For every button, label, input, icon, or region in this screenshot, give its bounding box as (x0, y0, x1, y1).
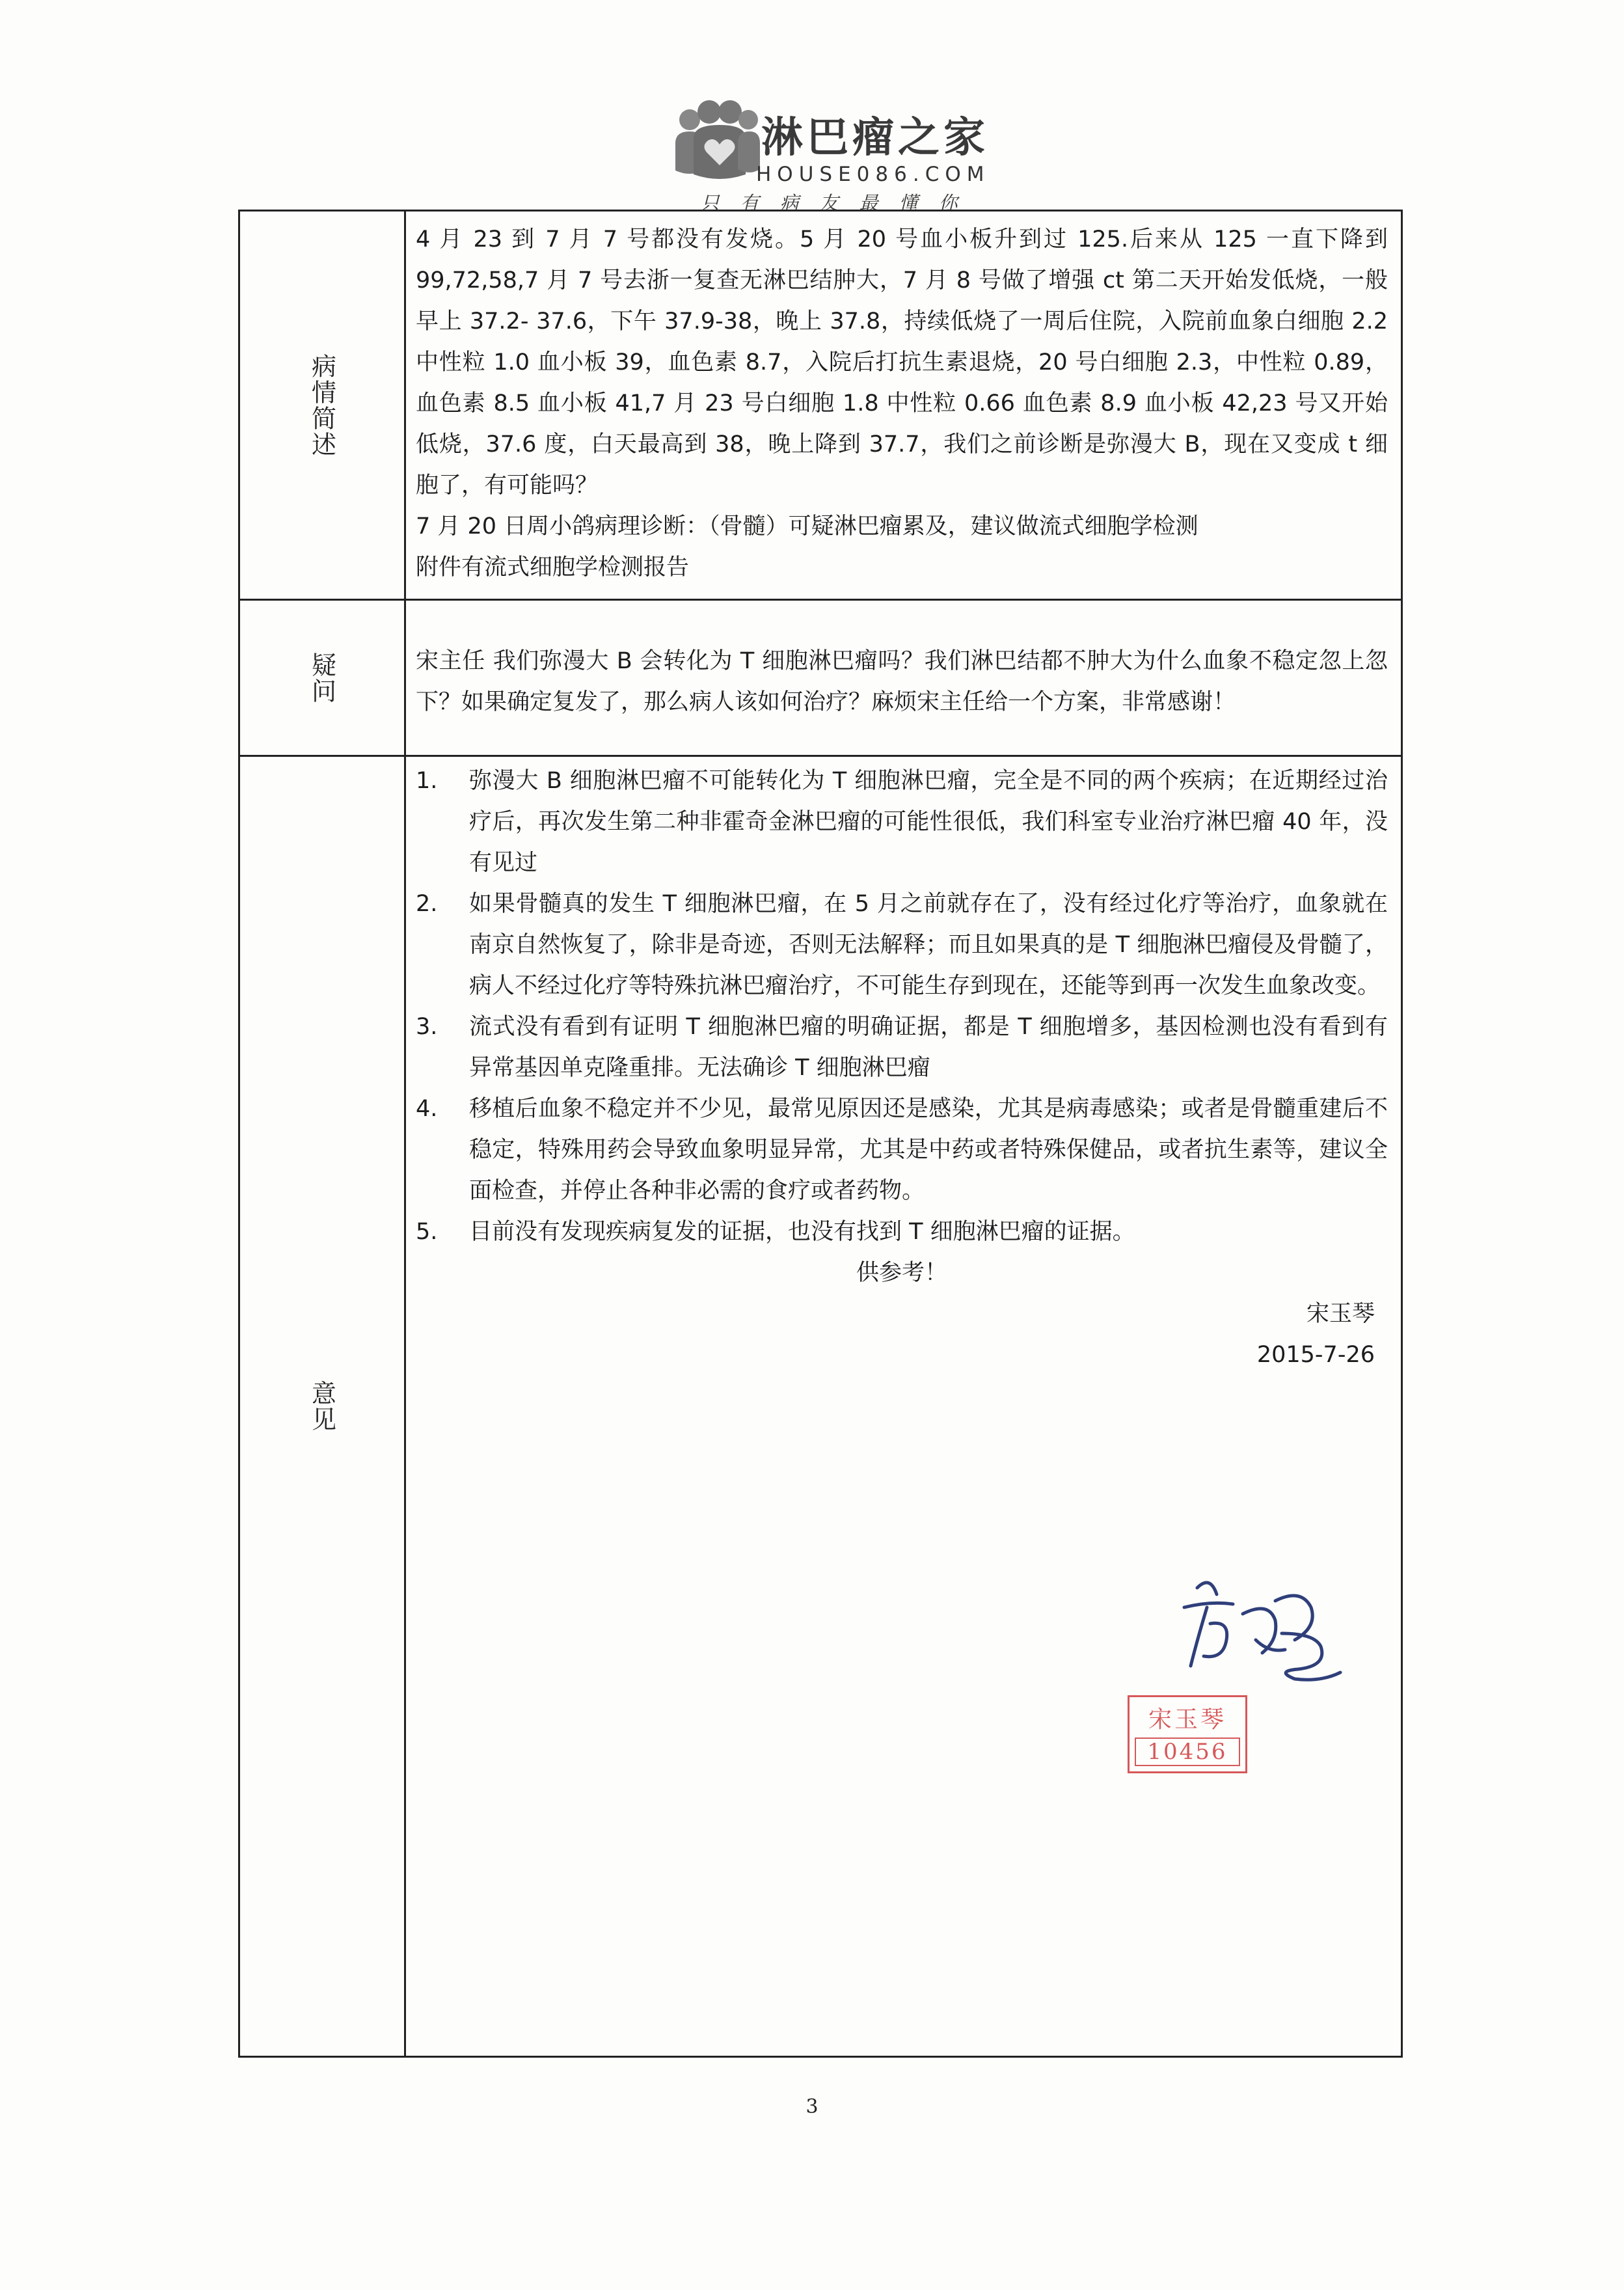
question-label: 疑问 (307, 651, 336, 704)
opinion-label-cell (240, 757, 406, 2056)
opinion-item-text: 流式没有看到有证明 T 细胞淋巴瘤的明确证据，都是 T 细胞增多，基因检测也没有看到有异常基因单克隆重排。无法确诊 T 细胞淋巴瘤 (469, 1014, 1388, 1081)
signature-date: 2015-7-26 (1256, 1342, 1375, 1368)
opinion-item (416, 1212, 1388, 1253)
opinion-label: 意见 (307, 1380, 336, 1432)
closing-remark: 供参考！ (856, 1260, 947, 1286)
signer-name: 宋玉琴 (1306, 1301, 1375, 1327)
condition-row (240, 211, 1401, 601)
opinion-list (416, 761, 1388, 1253)
question-text: 宋主任 我们弥漫大 B 会转化为 T 细胞淋巴瘤吗？我们淋巴结都不肿大为什么血象不稳定忽上忽下？如果确定复发了，那么病人该如何治疗？麻烦宋主任给一个方案，非常感谢！ (416, 648, 1388, 715)
doctor-seal (1128, 1695, 1247, 1773)
seal-name: 宋玉琴 (1148, 1706, 1226, 1733)
opinion-item-number: 3. (416, 1014, 438, 1040)
site-domain: HOUSE086.COM (756, 163, 990, 186)
opinion-content (416, 757, 1388, 2060)
opinion-item (416, 761, 1388, 884)
opinion-item-number: 2. (416, 891, 438, 917)
condition-label-cell (240, 211, 406, 599)
opinion-item-text: 目前没有发现疾病复发的证据，也没有找到 T 细胞淋巴瘤的证据。 (469, 1219, 1135, 1245)
consultation-table (238, 210, 1403, 2058)
question-row (240, 601, 1401, 757)
condition-label: 病情简述 (307, 353, 336, 457)
condition-paragraph: 7 月 20 日周小鸽病理诊断：（骨髓）可疑淋巴瘤累及，建议做流式细胞学检测 (416, 513, 1198, 539)
site-name: 淋巴瘤之家 (761, 114, 989, 162)
page-number: 3 (805, 2095, 819, 2118)
condition-paragraph: 4 月 23 到 7 月 7 号都没有发烧。5 月 20 号血小板升到过 125.后来从 125 一直下降到 99,72,58,7 月 7 号去浙一复查无淋巴结肿大，7 月 8 号做了增强 ct 第二天开始发低烧，一般早上 37.2- 37.6，下午 37.9-38，晚上 37.8，持续低烧了一周后住院，入院前血象白细胞 2.2 中性粒 1.0 血小板 39，血色素 8.7，入院后打抗生素退烧，20 号白细胞 2.3，中性粒 0.89，血色素 8.5 血小板 41,7 月 23 号白细胞 1.8 中性粒 0.66 血色素 8.9 血小板 42,23 号又开始低烧，37.6 度，白天最高到 38，晚上降到 37.7，我们之前诊断是弥漫大 B，现在又变成 t 细胞了，有可能吗？ (416, 226, 1388, 498)
opinion-item (416, 1007, 1388, 1089)
opinion-item-number: 5. (416, 1219, 438, 1245)
seal-number: 10456 (1135, 1738, 1240, 1766)
opinion-row (240, 757, 1401, 2056)
condition-content (416, 211, 1388, 607)
opinion-item-text: 弥漫大 B 细胞淋巴瘤不可能转化为 T 细胞淋巴瘤，完全是不同的两个疾病；在近期经过治疗后，再次发生第二种非霍奇金淋巴瘤的可能性很低，我们科室专业治疗淋巴瘤 40 年，没有见过 (469, 768, 1388, 876)
site-logo (670, 98, 1008, 215)
opinion-item (416, 1089, 1388, 1212)
opinion-item-number: 4. (416, 1096, 438, 1122)
opinion-item-text: 移植后血象不稳定并不少见，最常见原因还是感染，尤其是病毒感染；或者是骨髓重建后不稳定，特殊用药会导致血象明显异常，尤其是中药或者特殊保健品，或者抗生素等，建议全面检查，并停止各种非必需的食疗或者药物。 (469, 1096, 1388, 1204)
opinion-item (416, 884, 1388, 1007)
question-label-cell (240, 601, 406, 755)
opinion-item-text: 如果骨髓真的发生 T 细胞淋巴瘤，在 5 月之前就存在了，没有经过化疗等治疗，血象就在南京自然恢复了，除非是奇迹，否则无法解释；而且如果真的是 T 细胞淋巴瘤侵及骨髓了，病人不经过化疗等特殊抗淋巴瘤治疗，不可能生存到现在，还能等到再一次发生血象改变。 (469, 891, 1388, 999)
opinion-item-number: 1. (416, 768, 438, 794)
condition-paragraph: 附件有流式细胞学检测报告 (416, 554, 690, 580)
handwritten-signature (1171, 1568, 1353, 1685)
site-slogan: 只有病友最懂你 (700, 192, 979, 214)
people-heart-icon (670, 98, 761, 182)
